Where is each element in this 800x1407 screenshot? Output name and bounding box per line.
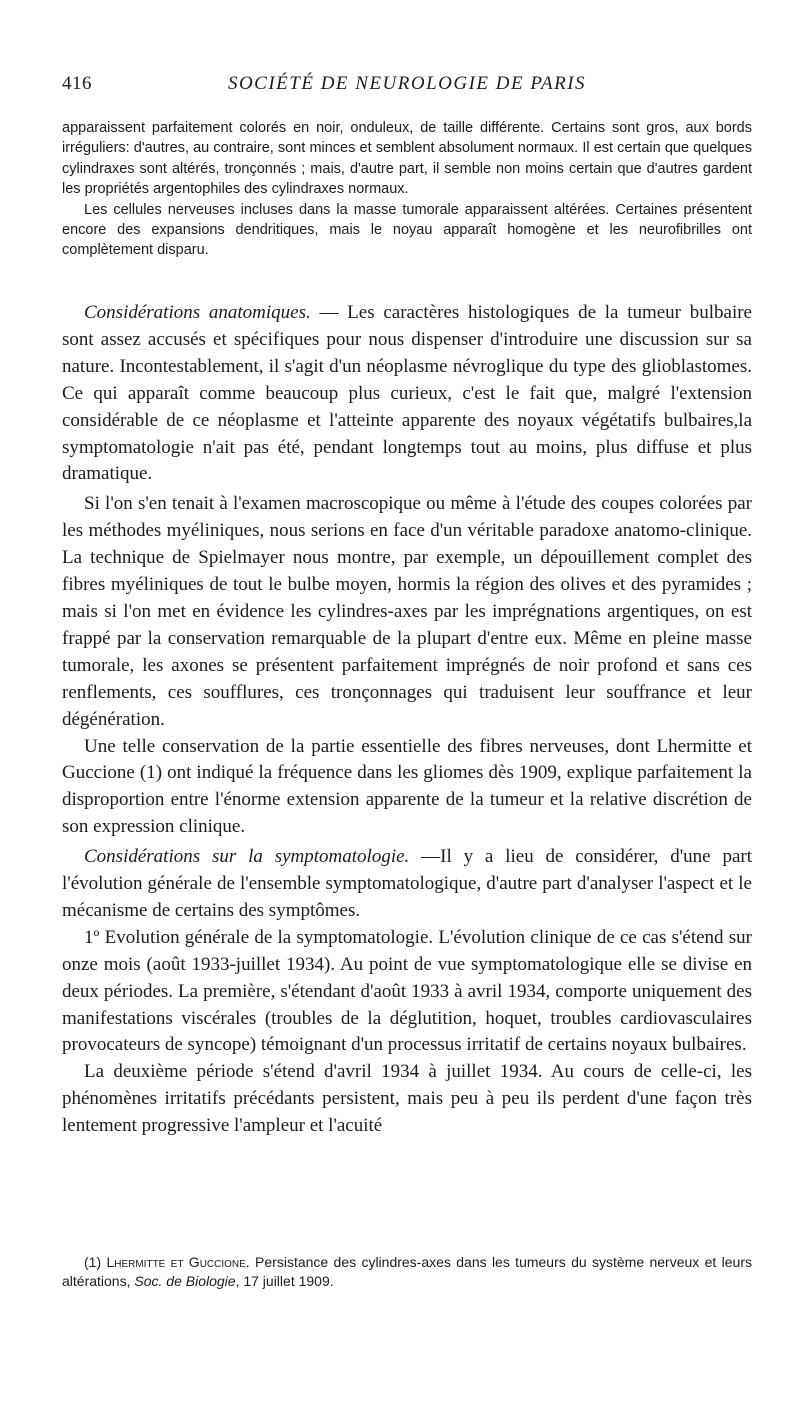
small-print-section	[62, 118, 752, 261]
footnote-text: Persistance des cylindres-axes dans les tumeurs du système nerveux et leurs altérations,	[62, 1254, 752, 1289]
running-head: SOCIÉTÉ DE NEUROLOGIE DE PARIS	[227, 73, 587, 94]
footnote-date: , 17 juillet 1909.	[235, 1272, 334, 1289]
paragraph-anatomic-considerations	[62, 300, 752, 488]
section-title-anatomiques: Considérations anatomiques.	[84, 302, 311, 323]
paragraph-evolution-generale: 1º Evolution générale de la symptomatologie. L'évolution clinique de ce cas s'étend sur onze mois (août 1933-juillet 1934). Au point de vue symptomatologique elle se divise en deux périodes. La première, s'étendant d'août 1933 à avril 1934, comporte uniquement des manifestations viscérales (troubles de la déglutition, hoquet, troubles cardiovasculaires provocateurs de syncope) témoignant d'un processus irritatif de certains noyaux bulbaires.	[62, 926, 752, 1056]
footnote-entry	[62, 1253, 752, 1290]
footnote-marker: (1)	[84, 1254, 107, 1270]
page-header	[62, 73, 752, 103]
page-number: 416	[62, 73, 92, 94]
paragraph-text: — Les caractères histologiques de la tumeur bulbaire sont assez accusés et spécifiques pour nous dispenser d'introduire une discussion sur sa nature. Incontestablement, il s'agit d'un néoplasme névroglique du type des glioblastomes. Ce qui apparaît comme beaucoup plus curieux, c'est le fait que, malgré l'extension considérable de ce néoplasme et l'atteinte apparente des noyaux végétatifs bulbaires,la symptomatologie n'ait pas été, pendant longtemps tout au moins, plus diffuse et plus dramatique.	[62, 302, 752, 485]
section-title-symptomatologie: Considérations sur la symptomatologie.	[84, 846, 410, 868]
paragraph-symptomatology-considerations	[62, 844, 752, 925]
paragraph-text: —Il y a lieu de considérer, d'une part l'évolution générale de l'ensemble symptomatologique, d'autre part d'analyser l'aspect et le mécanisme de certains des symptômes.	[62, 846, 752, 921]
paragraph-conservation: Une telle conservation de la partie essentielle des fibres nerveuses, dont Lhermitte et Guccione (1) ont indiqué la fréquence dans les gliomes dès 1909, explique parfaitement la disproportion entre l'énorme extension apparente de la tumeur et la relative discrétion de son expression clinique.	[62, 735, 752, 838]
footnote-journal: Soc. de Biologie	[134, 1272, 236, 1289]
small-paragraph-cylindraxes: apparaissent parfaitement colorés en noir, onduleux, de taille différente. Certains sont gros, aux bords irréguliers: d'autres, au contraire, sont minces et semblent absolument normaux. Il est certain que quelques cylindraxes sont altérés, tronçonnés ; mais, d'autre part, il semble non moins certain que d'autres gardent les propriétés argentophiles des cylindraxes normaux.	[62, 120, 752, 198]
small-paragraph-cellules: Les cellules nerveuses incluses dans la masse tumorale apparaissent altérées. Certaines présentent encore des expansions dendritiques, mais le noyau apparaît homogène et les neurofibrilles ont complètement disparu.	[62, 201, 752, 259]
main-text	[62, 300, 752, 1140]
paragraph-deuxieme-periode: La deuxième période s'étend d'avril 1934 à juillet 1934. Au cours de celle-ci, les phénomènes irritatifs précédants persistent, mais peu à peu ils perdent d'une façon très lentement progressive l'ampleur et l'acuité	[62, 1061, 752, 1137]
footnote-authors: Lhermitte et Guccione.	[106, 1254, 250, 1270]
paragraph-paradoxe: Si l'on s'en tenait à l'examen macroscopique ou même à l'étude des coupes colorées par les méthodes myéliniques, nous serions en face d'un véritable paradoxe anatomo-clinique. La technique de Spielmayer nous montre, par exemple, un dépouillement complet des fibres myéliniques de tout le bulbe moyen, hormis la région des olives et des pyramides ; mais si l'on met en évidence les cylindres-axes par les imprégnations argentiques, on est frappé par la conservation remarquable de la plupart d'entre eux. Même en pleine masse tumorale, les axones se présentent parfaitement imprégnés de noir profond et sans ces renflements, ces soufflures, ces tronçonnages qui traduisent leur souffrance et leur dégénération.	[62, 493, 752, 730]
footnote	[62, 1253, 752, 1290]
